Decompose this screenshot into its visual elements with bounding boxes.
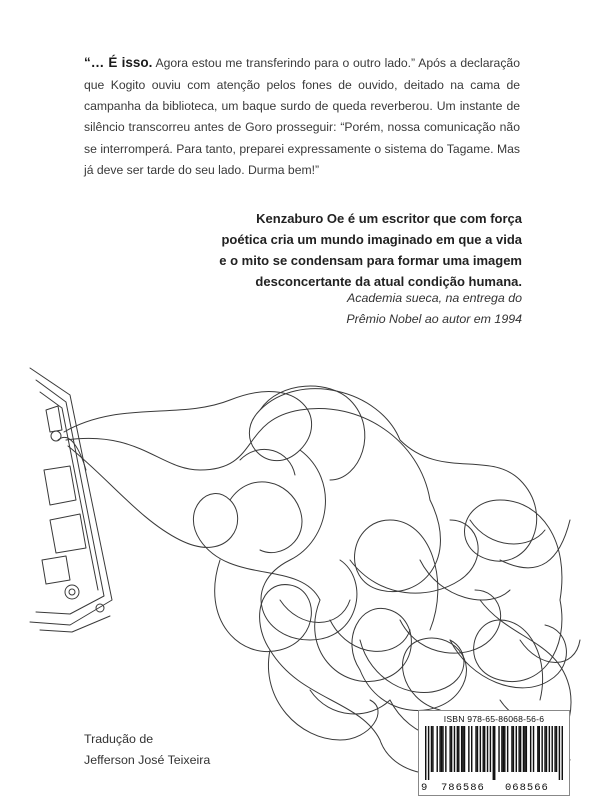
barcode-bar (530, 726, 531, 772)
barcode-bar (520, 726, 521, 772)
barcode-bar (445, 726, 446, 772)
barcode-bars (425, 726, 563, 780)
barcode-bar (441, 726, 442, 772)
barcode-bar (554, 726, 555, 772)
barcode-bar (490, 726, 491, 772)
barcode-bar (546, 726, 547, 772)
translator-name: Jefferson José Teixeira (84, 753, 211, 767)
barcode-bar (449, 726, 450, 772)
barcode-bar (533, 726, 534, 772)
quote-attribution (222, 288, 522, 330)
barcode-bar (523, 726, 524, 772)
barcode-bar (437, 726, 438, 772)
barcode-group-1: 786586 (441, 782, 485, 794)
barcode-bar (498, 726, 499, 772)
barcode-bar (484, 726, 485, 772)
barcode-bar (549, 726, 550, 772)
barcode-bar (471, 726, 472, 772)
quote-line: poética cria um mundo imaginado em que a vida (221, 232, 522, 247)
barcode-bar (425, 726, 426, 780)
barcode-bar (457, 726, 458, 772)
barcode-bar (464, 726, 465, 772)
quote-line: Kenzaburo Oe é um escritor que com força (256, 211, 522, 226)
barcode-bar (544, 726, 545, 772)
barcode-bar (518, 726, 519, 772)
barcode-bar (539, 726, 540, 772)
excerpt-lead: “… É isso. (84, 55, 153, 71)
book-excerpt (84, 52, 520, 181)
barcode-bar (442, 726, 443, 772)
isbn-barcode (418, 710, 570, 796)
nobel-quote (192, 208, 522, 292)
barcode-bar (439, 726, 440, 772)
barcode-bar (487, 726, 488, 772)
barcode-bar (526, 726, 527, 772)
barcode-bar (556, 726, 557, 772)
barcode-bar (501, 726, 502, 772)
barcode-bar (483, 726, 484, 772)
barcode-bar (494, 726, 495, 780)
quote-line: e o mito se condensam para formar uma imagem (219, 253, 522, 268)
barcode-lead-digit: 9 (421, 782, 428, 794)
barcode-bar (507, 726, 508, 772)
barcode-group-2: 068566 (505, 782, 549, 794)
barcode-bar (468, 726, 469, 772)
barcode-bar (524, 726, 525, 772)
barcode-bar (461, 726, 462, 772)
barcode-bar (516, 726, 517, 772)
barcode-bar (454, 726, 455, 772)
barcode-bar (562, 726, 563, 780)
quote-line: desconcertante da atual condição humana. (255, 274, 522, 289)
barcode-bar (458, 726, 459, 772)
attribution-line: Academia sueca, na entrega do (347, 291, 522, 305)
translation-label: Tradução de (84, 732, 154, 746)
barcode-bar (513, 726, 514, 772)
barcode-bar (493, 726, 494, 780)
barcode-bar (537, 726, 538, 772)
excerpt-body: Agora estou me transferindo para o outro lado.” Após a declaração que Kogito ouviu com atenção pelos fones de ouvido, deitado na cama de campanha da biblioteca, um baque surdo de queda reverberou. Um instante de silêncio transcorreu antes de Goro prosseguir: “Porém, nossa comunicação não se interromperá. Para tanto, preparei expressamente o sistema do Tagame. Mas já deve ser tarde do seu lado. Durma bem!” (84, 56, 520, 178)
translation-credit (84, 729, 324, 771)
barcode-bar (477, 726, 478, 772)
barcode-bar (552, 726, 553, 772)
barcode-bar (480, 726, 481, 772)
barcode-bar (431, 726, 432, 772)
barcode-bar (475, 726, 476, 772)
barcode-bar (432, 726, 433, 772)
barcode-bar (503, 726, 504, 772)
barcode-bar (428, 726, 429, 780)
barcode-bar (451, 726, 452, 772)
cassette-icon (30, 368, 112, 632)
barcode-bar (511, 726, 512, 772)
barcode-bar (559, 726, 560, 780)
isbn-label: ISBN 978-65-86068-56-6 (443, 714, 545, 724)
barcode-bar (462, 726, 463, 772)
barcode-bar (541, 726, 542, 772)
barcode-bar (504, 726, 505, 772)
attribution-line: Prêmio Nobel ao autor em 1994 (346, 312, 522, 326)
